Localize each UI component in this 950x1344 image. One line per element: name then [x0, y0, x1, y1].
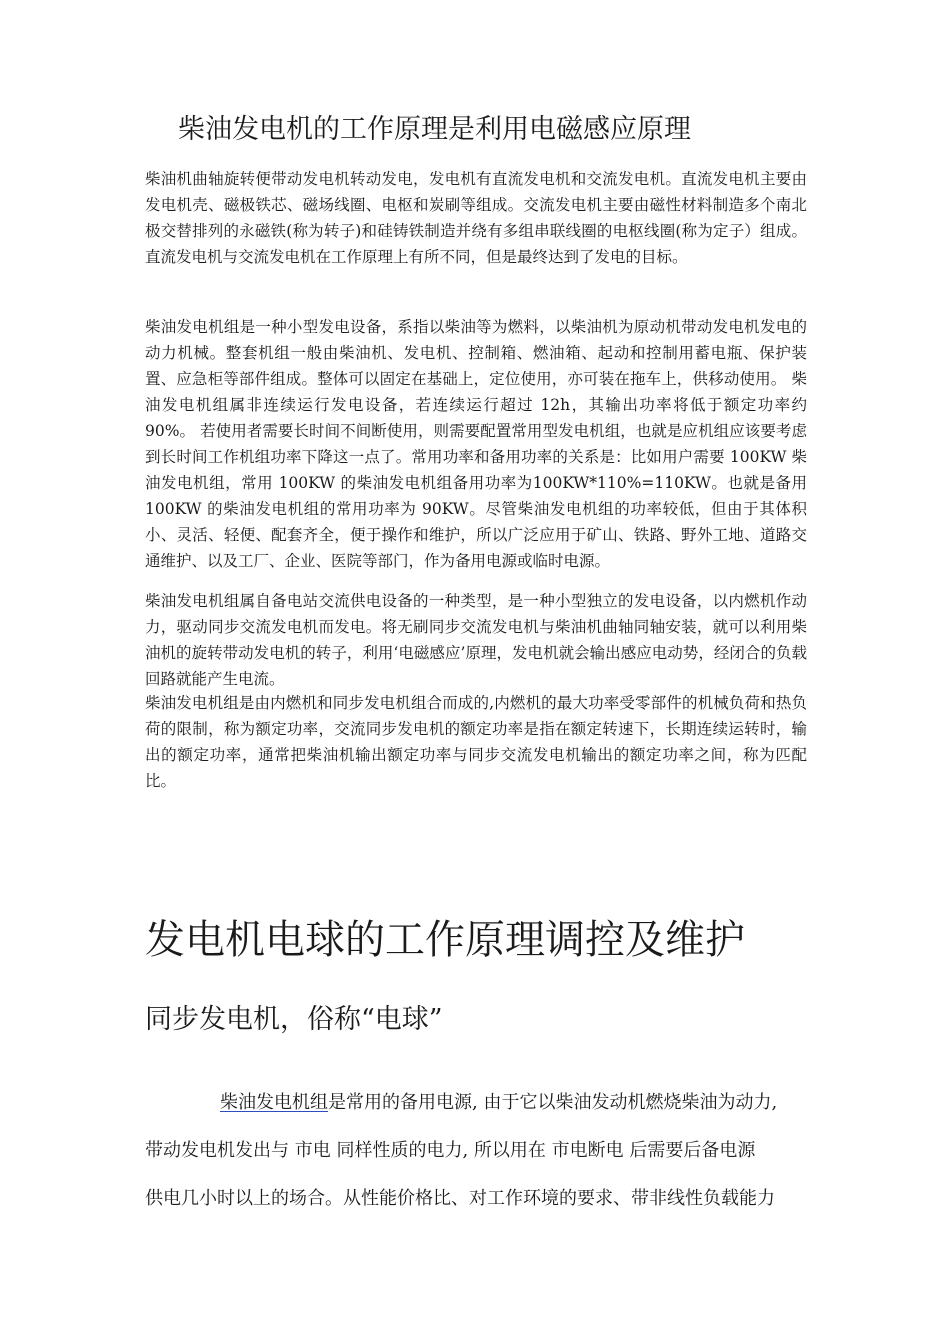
section2-line-2: 带动发电机发出与 市电 同样性质的电力, 所以用在 市电断电 后需要后备电源	[145, 1140, 756, 1161]
section1-paragraph-3: 柴油发电机组属自备电站交流供电设备的一种类型，是一种小型独立的发电设备，以内燃机作动力，驱动同步交流发电机而发电。将无刷同步交流发电机与柴油机曲轴同轴安装，就可以利用柴油机的旋转带动发电机的转子，利用‘电磁感应’原理，发电机就会输出感应电动势，经闭合的负载回路就能产生电流。	[145, 592, 807, 688]
section2-line-1	[145, 1080, 810, 1126]
section2-line-3: 供电几小时以上的场合。从性能价格比、对工作环境的要求、带非线性负载能力	[145, 1188, 775, 1209]
section2-line-1-text: 是常用的备用电源, 由于它以柴油发动机燃烧柴油为动力,	[328, 1092, 778, 1113]
diesel-generator-set-link[interactable]: 柴油发电机组	[220, 1092, 328, 1113]
section1-paragraph-4: 柴油发电机组是由内燃机和同步发电机组合而成的,内燃机的最大功率受零部件的机械负荷和热负荷的限制，称为额定功率，交流同步发电机的额定功率是指在额定转速下，长期连续运转时，输出的额定功率，通常把柴油机输出额定功率与同步交流发电机输出的额定功率之间，称为匹配比。	[145, 694, 807, 790]
section1-paragraph-1: 柴油机曲轴旋转便带动发电机转动发电，发电机有直流发电机和交流发电机。直流发电机主要由发电机壳、磁极铁芯、磁场线圈、电枢和炭刷等组成。交流发电机主要由磁性材料制造多个南北极交替排列的永磁铁(称为转子)和硅铸铁制造并绕有多组串联线圈的电枢线圈(称为定子）组成。直流发电机与交流发电机在工作原理上有所不同，但是最终达到了发电的目标。	[145, 170, 807, 266]
section1-title: 柴油发电机的工作原理是利用电磁感应原理	[178, 114, 691, 145]
section2-subtitle: 同步发电机，俗称“电球”	[145, 1004, 443, 1035]
section2-title: 发电机电球的工作原理调控及维护	[145, 917, 745, 963]
section1-paragraph-2: 柴油发电机组是一种小型发电设备，系指以柴油等为燃料，以柴油机为原动机带动发电机发电的动力机械。整套机组一般由柴油机、发电机、控制箱、燃油箱、起动和控制用蓄电瓶、保护装置、应急柜等部件组成。整体可以固定在基础上，定位使用，亦可装在拖车上，供移动使用。 柴油发电机组属非连续运行发电设备，若连续运行超过 12h，其输出功率将低于额定功率约 90%。 若使用者需要长时间不间断使用，则需要配置常用型发电机组，也就是应机组应该要考虑到长时间工作机组功率下降这一点了。常用功率和备用功率的关系是：比如用户需要 100KW 柴油发电机组，常用 100KW 的柴油发电机组备用功率为100KW*110%=110KW。也就是备用 100KW 的柴油发电机组的常用功率为 90KW。尽管柴油发电机组的功率较低，但由于其体积小、灵活、轻便、配套齐全，便于操作和维护，所以广泛应用于矿山、铁路、野外工地、道路交通维护、以及工厂、企业、医院等部门，作为备用电源或临时电源。	[145, 318, 807, 570]
